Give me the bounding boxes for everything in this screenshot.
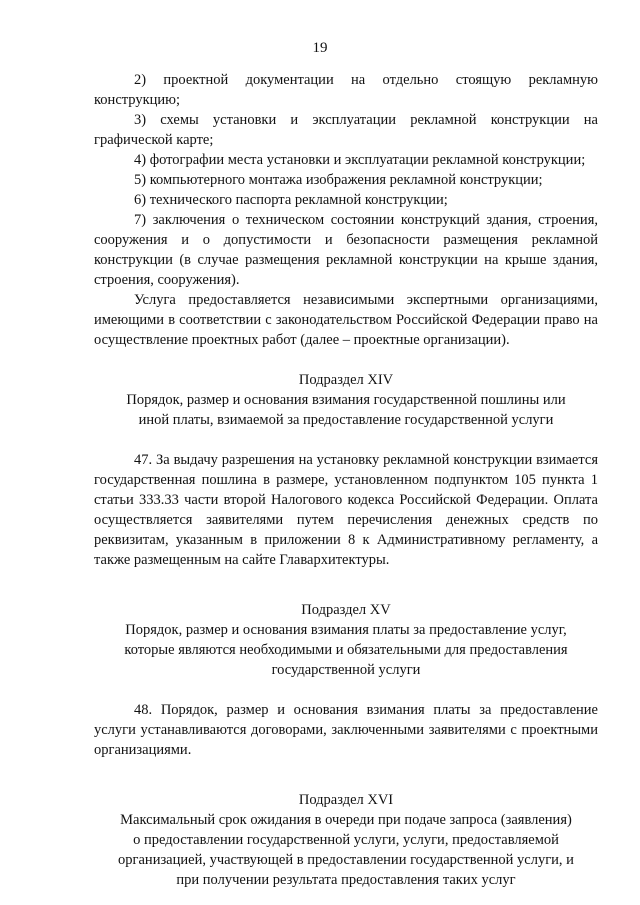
section-paragraph: 47. За выдачу разрешения на установку рекламной конструкции взимается государственная пошлина в размере, установленном подпунктом 105 пункта 1 статьи 333.33 части второй Налогового кодекса Российской Федерации. Оплата осуществляется заявителями путем перечисления денежных средств по реквизитам, указанным в приложении 8 к Административному регламенту, а также размещенным на сайте Главархитектуры. bbox=[94, 452, 598, 568]
section-title bbox=[94, 620, 598, 680]
section-title bbox=[94, 390, 598, 430]
list-item: 7) заключения о техническом состоянии конструкций здания, строения, сооружения и о допустимости и безопасности размещения рекламной конструкции (в случае размещения рекламной конструкции на крыше здания, строения, сооружения). bbox=[94, 212, 598, 288]
section-title-line: о предоставлении государственной услуги, услуги, предоставляемой bbox=[133, 832, 559, 848]
section-paragraph: 48. Порядок, размер и основания взимания платы за предоставление услуги устанавливаются договорами, заключенными заявителями с проектными организациями. bbox=[94, 702, 598, 758]
document-body bbox=[94, 70, 598, 890]
page-number: 19 bbox=[312, 40, 328, 56]
section-title-line: Максимальный срок ожидания в очереди при подаче запроса (заявления) bbox=[120, 812, 572, 828]
section-title-line: которые являются необходимыми и обязательными для предоставления bbox=[124, 642, 568, 658]
section-title-line: Порядок, размер и основания взимания платы за предоставление услуг, bbox=[125, 622, 567, 638]
section-heading: Подраздел XVI bbox=[298, 792, 394, 808]
section-title bbox=[94, 810, 598, 890]
section-heading: Подраздел XV bbox=[301, 602, 391, 618]
section-heading: Подраздел XIV bbox=[298, 372, 394, 388]
section-title-line: иной платы, взимаемой за предоставление государственной услуги bbox=[138, 412, 554, 428]
list-item: 5) компьютерного монтажа изображения рекламной конструкции; bbox=[134, 172, 543, 188]
service-paragraph: Услуга предоставляется независимыми экспертными организациями, имеющими в соответствии с законодательством Российской Федерации право на осуществление проектных работ (далее – проектные организации). bbox=[94, 292, 598, 348]
section-title-line: организацией, участвующей в предоставлении государственной услуги, и bbox=[118, 852, 574, 868]
list-item: 3) схемы установки и эксплуатации рекламной конструкции на графической карте; bbox=[94, 112, 598, 148]
section-title-line: государственной услуги bbox=[271, 662, 421, 678]
section-title-line: Порядок, размер и основания взимания государственной пошлины или bbox=[126, 392, 566, 408]
list-item: 2) проектной документации на отдельно стоящую рекламную конструкцию; bbox=[94, 72, 598, 108]
section-title-line: при получении результата предоставления таких услуг bbox=[176, 872, 516, 888]
list-item: 6) технического паспорта рекламной конструкции; bbox=[134, 192, 448, 208]
list-item: 4) фотографии места установки и эксплуатации рекламной конструкции; bbox=[134, 152, 586, 168]
